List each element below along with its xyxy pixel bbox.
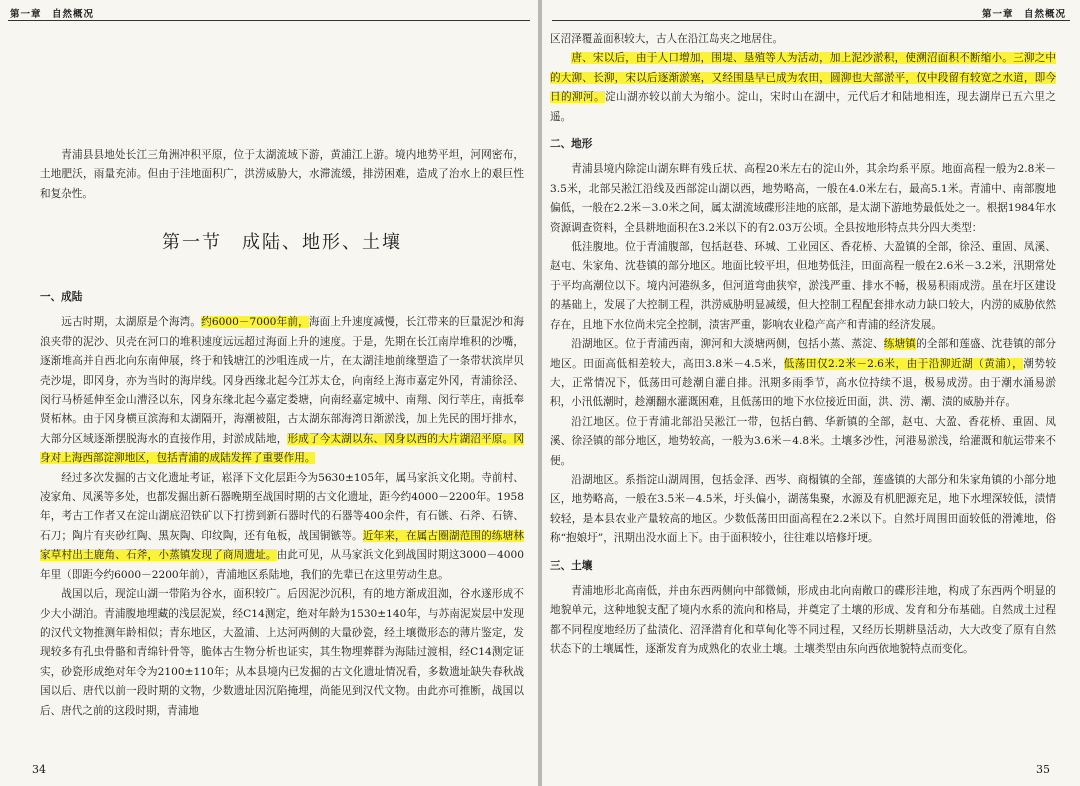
landform-paragraph-4: 沿江地区。位于青浦北部沿吴淞江一带，包括白鹤、华新镇的全部，赵屯、大盈、香花桥、重固、凤溪、徐泾镇的部分地区，地势较高，一般为3.6米－4.8米。土壤多沙性，河港易淤浅，给灌溉和航运带来不便。 [550,415,1056,467]
p1-text-a: 远古时期，太湖原是个海湾。 [61,316,202,329]
subsection-title-landform: 二、地形 [550,138,593,151]
right-header-rule [552,20,1070,21]
left-running-head: 第一章 自然概况 [10,9,95,20]
left-page [0,0,538,786]
section-title: 第一节 成陆、地形、土壤 [162,232,402,253]
landform-paragraph-1: 青浦县境内除淀山湖东畔有残丘状、高程20米左右的淀山外，其余均系平原。地面高程一般为2.8米－3.5米，北部吴淞江沿线及西部淀山湖以西，地势略高，一般在4.0米左右，最高5.1米。青浦中、南部腹地偏低，一般在2.2米－3.0米之间，属太湖流域碟形洼地的底部，是太湖下游地势最低处之一。根据1984年水资源调查资料，全县耕地面积在3.2米以下的有2.03万公顷。全县按地形特点共分四大类型： [550,163,1056,234]
intro-paragraph: 青浦县县地处长江三角洲冲积平原，位于太湖流域下游，黄浦江上游。境内地势平坦，河网密布，土地肥沃，雨量充沛。但由于洼地面积广，洪涝威胁大，水滞流缓，排涝困难，造成了治水上的艰巨性和复杂性。 [40,149,524,200]
landform-paragraph-2: 低洼腹地。位于青浦腹部，包括赵巷、环城、工业园区、香花桥、大盈镇的全部，徐泾、重固、凤溪、赵屯、朱家角、沈巷镇的部分地区。地面比较平坦，但地势低洼，田面高程一般在2.6米－3.2米，汛期常处于平均高潮位以下。境内河港纵多，但河道弯曲狭窄，淤浅严重、排水不畅，极易积雨成涝。虽在圩区建设的基础上，发展了大控制工程，洪涝威胁明显减缓，但大控制工程配套排水动力缺口较大，内涝的威胁依然存在，且地下水位尚未完全控制，渍害严重，影响农业稳产高产和青浦的经济发展。 [550,241,1056,331]
paragraph-2 [40,469,524,585]
intro-block [40,146,524,204]
p2-text-b: 由此可见，从马家浜文化到战国时期这3000－4000年里（即距今约6000－2200年前），青浦地区系陆地，我们的先辈已在这里劳动生息。 [40,549,525,581]
cont-highlight: 唐、宋以后，由于人口增加，围堤、垦殖等人为活动，加上泥沙淤积，使溯沼面积不断缩小。三泖之中的大泖、长泖，宋以后逐渐淤塞，又经围垦早已成为农田，圆泖也大部淤平，仅中段留有较宽之水道，即今日的泖河。 [550,52,1056,104]
landform-paragraph-3 [550,335,1056,413]
right-main-text [550,30,1056,660]
cont-text-b: 淀山湖亦较以前大为缩小。淀山，宋时山在湖中，元代后才和陆地相连，现去湖岸已五六里之遥。 [550,91,1056,123]
lf-p3-highlight-1: 练塘镇 [883,338,917,351]
p2-highlight: 近年来，在属古圈湖范围的练塘林家草村出土鹿角、石斧，小蒸镇发现了商周遗址。 [40,529,525,562]
landform-paragraph-5: 沿湖地区。系指淀山湖周围，包括金泽、西岑、商榻镇的全部，莲盛镇的大部分和朱家角镇的小部分地区，地势略高，一般在3.5米－4.5米，圩头偏小，湖荡集聚，水源及有机肥源充足，地下水埋深较低，渍情较轻，是本县农业产量较高的地区。少数低荡田田面高程在2.2米以下。自然圩周围田面较低的滑滩地，俗称“抱娘圩”，汛期出没水面上下。由于面积较小，往往难以培修圩埂。 [550,473,1056,545]
right-running-head: 第一章 自然概况 [981,9,1066,20]
left-header-rule [8,20,530,21]
paragraph-1 [40,313,524,468]
right-page [542,0,1080,786]
soil-paragraph-1: 青浦地形北高南低，并由东西两侧向中部微倾，形成由北向南敞口的碟形洼地，构成了东西两个明显的地貌单元，这种地貌支配了境内水系的流向和格局，并奠定了土壤的形成、发育和分布基础。自然成土过程都不同程度地经历了盐渍化、沼泽潜育化和草甸化等不同过程，又经历长期耕垦活动，大大改变了原有自然状态下的土壤属性，逐渐发育为成熟化的农业土壤。土壤类型由东向西依地貌特点而变化。 [550,584,1056,656]
lf-p3-highlight-2: 低荡田仅2.2米－2.6米，由于沿泖近湖（黄浦）， [783,357,1024,370]
subsection-title-chenglu: 一、成陆 [40,291,83,303]
p2-text-a: 经过多次发掘的古文化遗址考证，崧泽下文化层距今为5630±105年，属马家浜文化期。寺前村、凌家角、凤溪等多处，也都发掘出新石器晚期至战国时期的古文化遗址，距今约4000－2200年。1958年，考古工作者又在淀山湖底沼铁矿以下打捞到新石器时代的石器等400余件，有石镞、石斧、石锛、石刀；陶片有夹砂红陶、黑灰陶、印纹陶，还有龟板，战国铜镞等。 [40,471,524,542]
subsection-title-soil: 三、土壤 [550,559,593,572]
p1-highlight-1: 约6000－7000年前， [201,316,309,329]
left-main-text [40,288,524,721]
continuation-paragraph [550,30,1056,127]
right-page-number: 35 [1036,763,1050,776]
p1-highlight-2: 形成了今太湖以东、冈身以西的大片湖沼平原。冈身对上海西部淀泖地区，包括青浦的成陆发挥了重要作用。 [40,432,525,465]
cont-text-a: 区沼泽覆盖面积较大，古人在沿江岛夹之地居住。 [550,33,784,45]
left-page-number: 34 [32,763,46,776]
lf-p3-text-a: 沿湖地区。位于青浦西南，泖河和大淡塘两侧，包括小蒸、蒸淀、 [571,338,884,351]
paragraph-3: 战国以后，现淀山湖一带陷为谷水，面积较广。后因泥沙沉积，有的地方渐成沮洳，谷水遂形成不少大小湖泊。青浦腹地埋藏的浅层泥炭，经C14测定，绝对年龄为1530±140年，与苏南泥炭层中发现的汉代文物推测年龄相似；青东地区，大盈浦、上达河两侧的大量砂瓷，经土壤微形态的薄片鉴定，发现较多有孔虫骨骼和青绵针骨等，脆体古生物分析也证实，其生物埋葬群为海陆过渡相，经C14测定证实，砂瓷形成绝对年令为2100±110年；从本县境内已发掘的古文化遗址情况看，多数遗址缺失春秋战国以后、唐代以前一段时期的文物，少数遗址因沉陷掩埋，尚能见到汉代文物。由此亦可推断，战国以后、唐代之前的这段时期，青浦地 [40,588,524,717]
p1-text-b: 海面上升速度减慢，长江带来的巨量泥沙和海浪夹带的泥沙、贝壳在河口的堆积速度远远超过海面上升的速度。于是，先期在长江南岸堆积的沙嘴，逐渐堆高并自西北向东南伸展，终于和钱塘江的沙咀连成一片，在太湖洼地前缘塑造了一条带状滨岸贝壳沙堤，即冈身，亦为当时的海岸线。冈身西缘北起今江苏太仓，向南经上海市嘉定外冈，青浦徐泾、闵行马桥延伸至金山漕泾以东，冈身东缘北起今嘉定娄塘，向南经嘉定城中、南翔、闵行莘庄，南抵奉贤柘林。由于冈身横亘滨海和太湖隔开，海潮被阻，古太湖东部海湾日渐淤浅，加上先民的围圩排水，大部分区域逐渐摆脱海水的直接作用，封淤成陆地， [40,316,525,445]
lf-p3-text-c: 潮势较大，正常情况下，低荡田可趁潮自灌自排。汛期多雨季节，高水位持续不退，极易成涝。由于潮水涌易淤积，小汛低潮时，趁潮翻水灌溉困难，且低荡田的地下水位接近田面，洪、涝、潮、渍的威胁并存。 [550,357,1056,409]
lf-p3-text-b: 的全部和莲盛、沈巷镇的部分地区。田面高低相差较大，高田3.8米－4.5米， [550,338,1057,370]
